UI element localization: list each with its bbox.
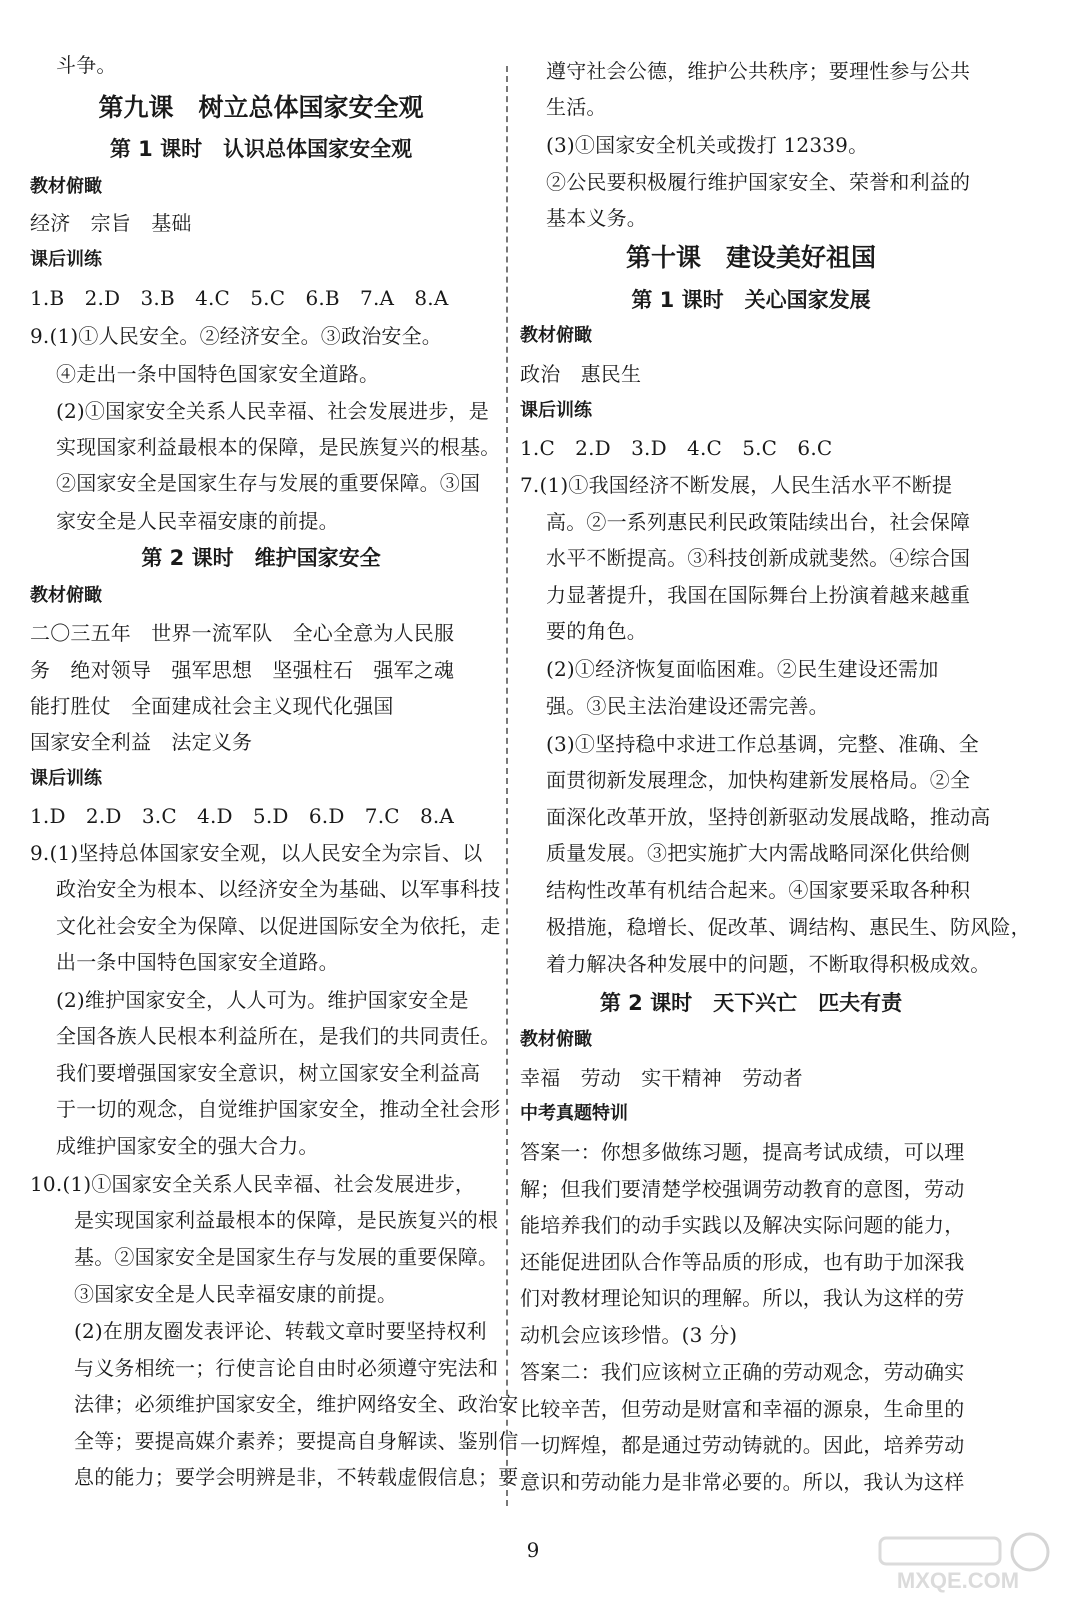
- text-line: 9.(1)①人民安全。②经济安全。③政治安全。: [30, 324, 443, 348]
- site-watermark-logo: [860, 1530, 1056, 1594]
- text-line: 与义务相统一；行使言论自由时必须遵守宪法和: [74, 1356, 499, 1380]
- answer-line: 1.D 2.D 3.C 4.D 5.D 6.D 7.C 8.A: [30, 804, 455, 828]
- text-line: 政治 惠民生: [520, 362, 642, 386]
- text-line: 比较辛苦，但劳动是财富和幸福的源泉，生命里的: [520, 1397, 965, 1421]
- answer-line: 1.B 2.D 3.B 4.C 5.C 6.B 7.A 8.A: [30, 286, 449, 310]
- text-line: 能培养我们的动手实践以及解决实际问题的能力，: [520, 1213, 965, 1237]
- text-line: 是实现国家利益最根本的保障，是民族复兴的根: [74, 1208, 499, 1232]
- text-line: 幸福 劳动 实干精神 劳动者: [520, 1066, 803, 1090]
- text-line: 家安全是人民幸福安康的前提。: [56, 509, 339, 533]
- text-line: 解；但我们要清楚学校强调劳动教育的意图，劳动: [520, 1177, 965, 1201]
- text-line: 7.(1)①我国经济不断发展，人民生活水平不断提: [520, 473, 953, 497]
- text-line: 一切辉煌，都是通过劳动铸就的。因此，培养劳动: [520, 1433, 965, 1457]
- text-line: 力显著提升，我国在国际舞台上扮演着越来越重: [546, 583, 971, 607]
- text-line: 全等；要提高媒介素养；要提高自身解读、鉴别信: [74, 1429, 519, 1453]
- text-line: 意识和劳动能力是非常必要的。所以，我认为这样: [520, 1470, 965, 1494]
- text-line: 实现国家利益最根本的保障，是民族复兴的根基。: [56, 435, 501, 459]
- page-number: 9: [526, 1538, 540, 1562]
- text-line: 能打胜仗 全面建成社会主义现代化强国: [30, 694, 394, 718]
- period-title: 第 2 课时 维护国家安全: [141, 546, 381, 570]
- text-line: (2)在朋友圈发表评论、转载文章时要坚持权利: [74, 1319, 487, 1343]
- text-line: 答案二：我们应该树立正确的劳动观念，劳动确实: [520, 1360, 965, 1384]
- text-line: 面深化改革开放，坚持创新驱动发展战略，推动高: [546, 805, 991, 829]
- section-heading: 教材俯瞰: [520, 325, 592, 346]
- text-line: 斗争。: [56, 53, 117, 77]
- text-line: 文化社会安全为保障、以促进国际安全为依托，走: [56, 914, 501, 938]
- text-line: 答案一：你想多做练习题，提高考试成绩，可以理: [520, 1140, 965, 1164]
- text-line: 结构性改革有机结合起来。④国家要采取各种积: [546, 878, 971, 902]
- answer-line: 1.C 2.D 3.D 4.C 5.C 6.C: [520, 436, 833, 460]
- text-line: 政治安全为根本、以经济安全为基础、以军事科技: [56, 877, 501, 901]
- text-line: 成维护国家安全的强大合力。: [56, 1134, 319, 1158]
- lesson-title: 第九课 树立总体国家安全观: [98, 93, 424, 122]
- text-line: 动机会应该珍惜。(3 分): [520, 1323, 738, 1347]
- section-heading: 教材俯瞰: [30, 176, 102, 197]
- text-line: 全国各族人民根本利益所在，是我们的共同责任。: [56, 1024, 501, 1048]
- text-line: (2)①经济恢复面临困难。②民生建设还需加: [546, 657, 939, 681]
- text-line: 息的能力；要学会明辨是非，不转载虚假信息；要: [74, 1465, 519, 1489]
- text-line: 们对教材理论知识的理解。所以，我认为这样的劳: [520, 1286, 965, 1310]
- column-divider: [506, 66, 508, 1506]
- text-line: 于一切的观念，自觉维护国家安全，推动全社会形: [56, 1097, 501, 1121]
- period-title: 第 1 课时 认识总体国家安全观: [109, 137, 413, 161]
- text-line: (3)①坚持稳中求进工作总基调，完整、准确、全: [546, 732, 979, 756]
- period-title: 第 2 课时 天下兴亡 匹夫有责: [599, 991, 903, 1015]
- text-line: (2)①国家安全关系人民幸福、社会发展进步，是: [56, 399, 489, 423]
- section-heading: 课后训练: [30, 768, 102, 789]
- text-line: ③国家安全是人民幸福安康的前提。: [74, 1282, 398, 1306]
- section-heading: 课后训练: [520, 400, 592, 421]
- svg-text:MXQE.COM: MXQE.COM: [896, 1568, 1020, 1593]
- text-line: 9.(1)坚持总体国家安全观，以人民安全为宗旨、以: [30, 841, 483, 865]
- text-line: 还能促进团队合作等品质的形成，也有助于加深我: [520, 1250, 965, 1274]
- text-line: (2)维护国家安全，人人可为。维护国家安全是: [56, 988, 469, 1012]
- lesson-title: 第十课 建设美好祖国: [625, 243, 876, 272]
- text-line: 基本义务。: [546, 206, 647, 230]
- section-heading: 中考真题特训: [520, 1103, 628, 1124]
- text-line: (3)①国家安全机关或拨打 12339。: [546, 133, 869, 157]
- text-line: 二〇三五年 世界一流军队 全心全意为人民服: [30, 621, 455, 645]
- section-heading: 教材俯瞰: [520, 1029, 592, 1050]
- text-line: 着力解决各种发展中的问题，不断取得积极成效。: [546, 952, 991, 976]
- text-line: 出一条中国特色国家安全道路。: [56, 950, 339, 974]
- text-line: 质量发展。③把实施扩大内需战略同深化供给侧: [546, 841, 971, 865]
- text-line: 强。③民主法治建设还需完善。: [546, 694, 829, 718]
- text-line: 水平不断提高。③科技创新成就斐然。④综合国: [546, 546, 971, 570]
- text-line: 国家安全利益 法定义务: [30, 730, 253, 754]
- period-title: 第 1 课时 关心国家发展: [631, 288, 871, 312]
- text-line: 遵守社会公德，维护公共秩序；要理性参与公共: [546, 59, 971, 83]
- text-line: 要的角色。: [546, 619, 647, 643]
- text-line: 经济 宗旨 基础: [30, 211, 192, 235]
- text-line: ④走出一条中国特色国家安全道路。: [56, 362, 380, 386]
- text-line: 基。②国家安全是国家生存与发展的重要保障。: [74, 1245, 499, 1269]
- text-line: ②公民要积极履行维护国家安全、荣誉和利益的: [546, 170, 971, 194]
- text-line: 面贯彻新发展理念，加快构建新发展格局。②全: [546, 768, 971, 792]
- text-line: 我们要增强国家安全意识，树立国家安全利益高: [56, 1061, 481, 1085]
- text-line: 生活。: [546, 95, 607, 119]
- text-line: 务 绝对领导 强军思想 坚强柱石 强军之魂: [30, 658, 455, 682]
- text-line: 法律；必须维护国家安全，维护网络安全、政治安: [74, 1392, 519, 1416]
- text-line: ②国家安全是国家生存与发展的重要保障。③国: [56, 471, 481, 495]
- section-heading: 教材俯瞰: [30, 585, 102, 606]
- text-line: 10.(1)①国家安全关系人民幸福、社会发展进步，: [30, 1172, 476, 1196]
- text-line: 高。②一系列惠民利民政策陆续出台，社会保障: [546, 510, 971, 534]
- section-heading: 课后训练: [30, 249, 102, 270]
- text-line: 极措施，稳增长、促改革、调结构、惠民生、防风险，: [546, 915, 1031, 939]
